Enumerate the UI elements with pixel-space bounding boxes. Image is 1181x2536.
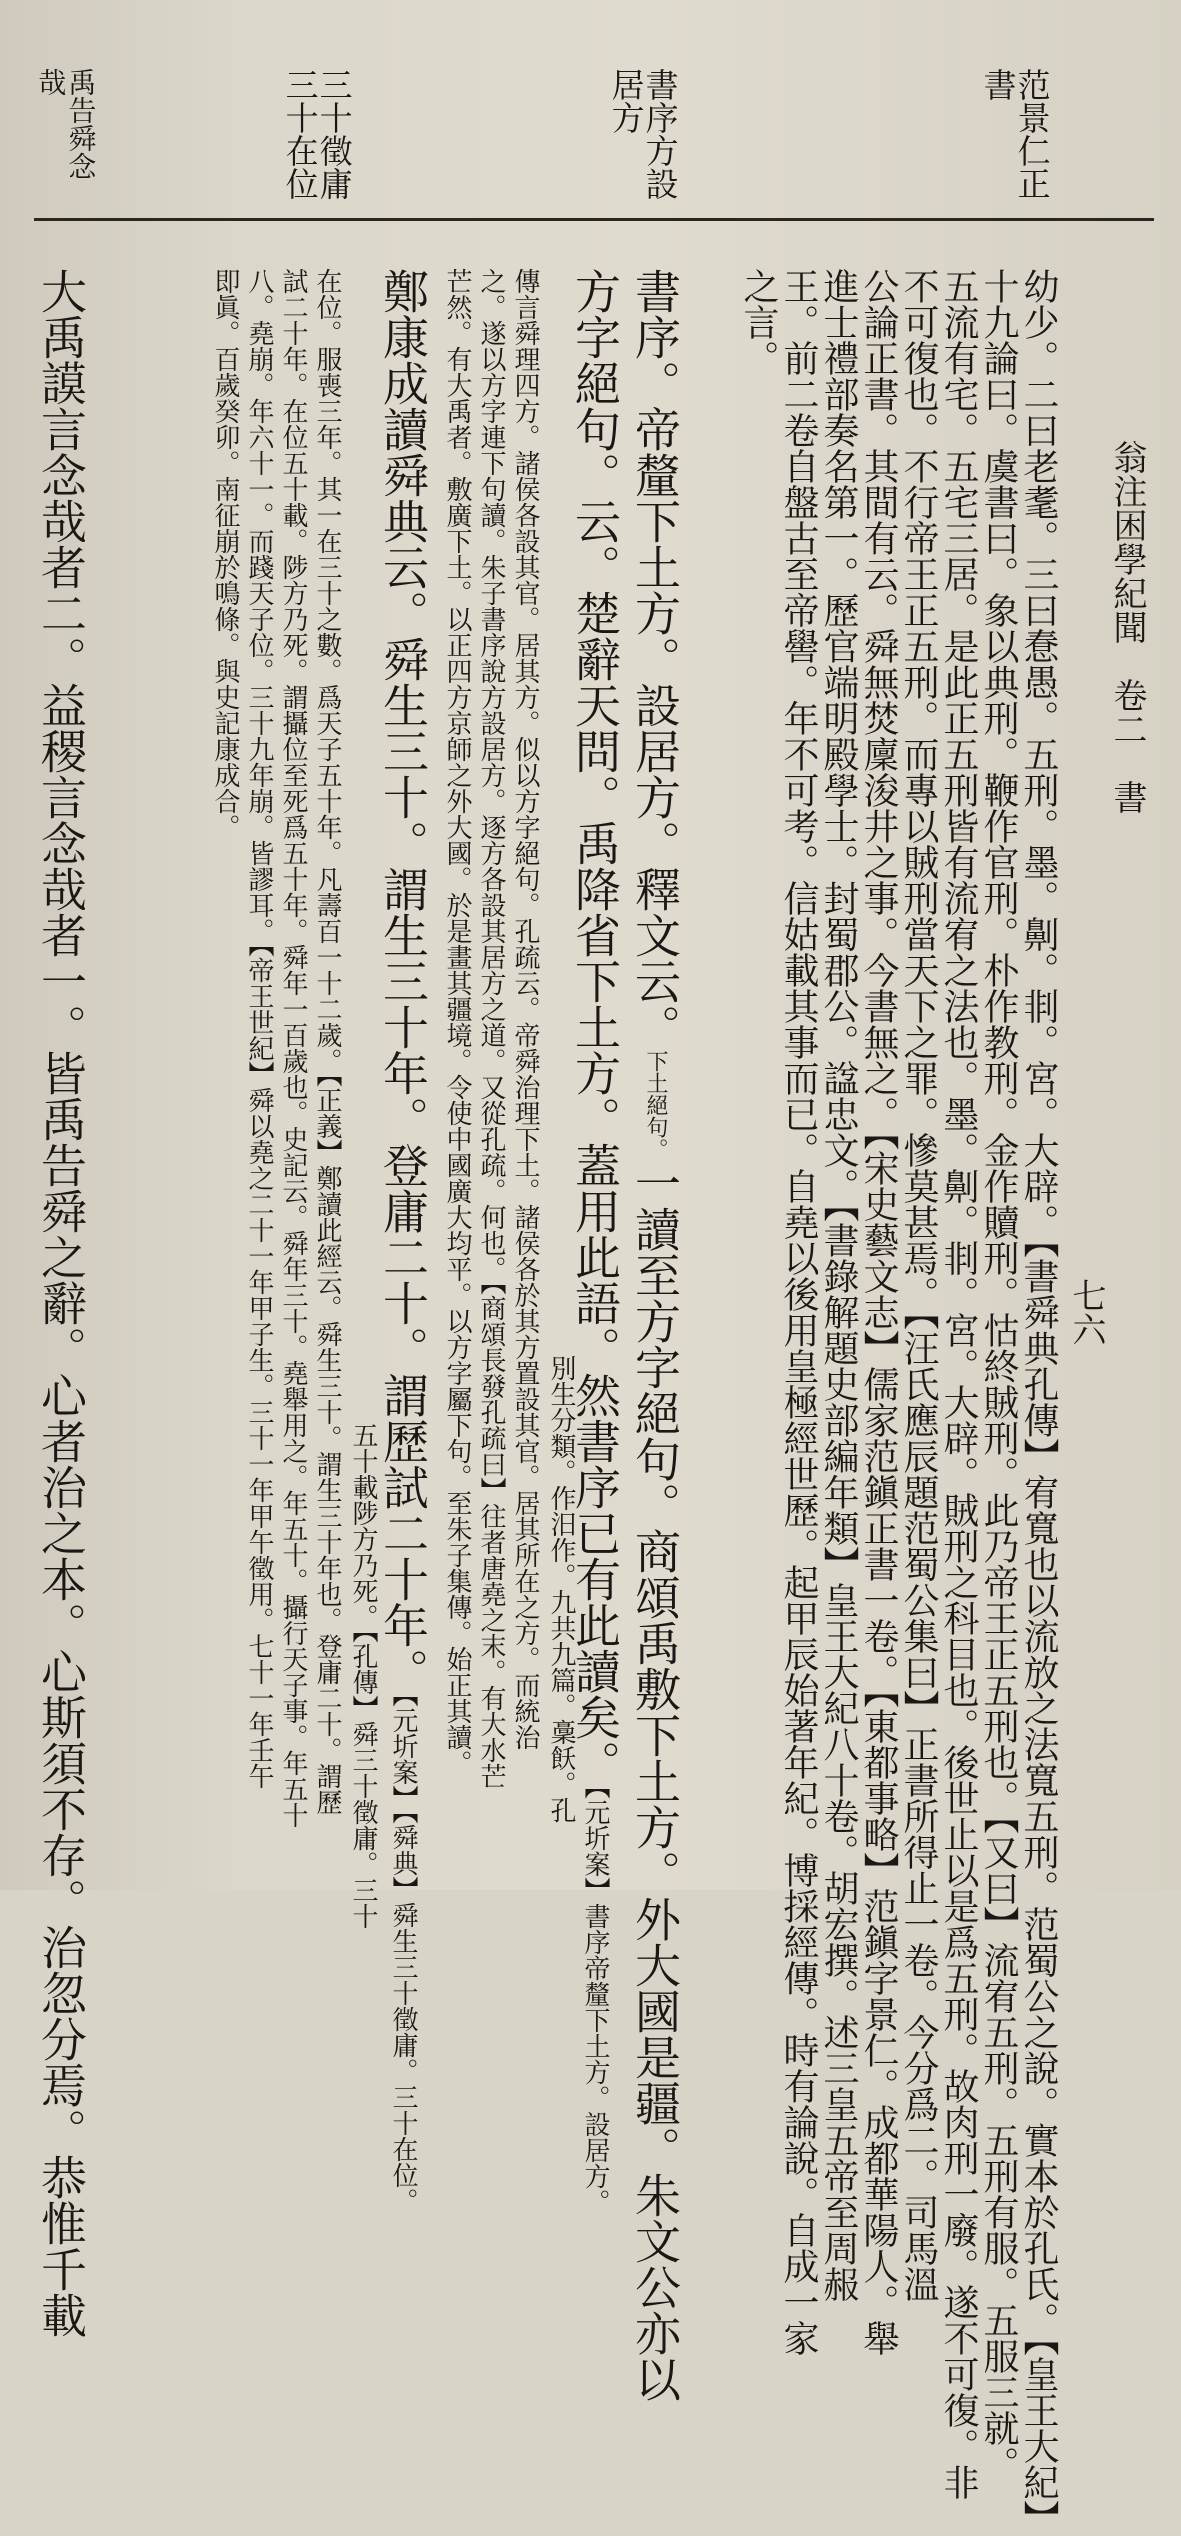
page-number: 七六	[1066, 1278, 1106, 1346]
volume-label: 卷二	[1107, 678, 1147, 746]
text-column: 五流有宅。五宅三居。是此正五刑皆有流宥之法也。墨。劓。剕。宮。大辟。賊刑之科目也。後世止以是爲五刑。故肉刑一廢。遂不可復。非	[938, 268, 979, 2500]
commentary-column: 五十載陟方乃死。【孔傳】舜三十徵庸。三十	[348, 1422, 378, 1929]
commentary-column: 芒然。有大禹者。敷廣下土。以正四方京師之外大國。於是畫其疆境。令使中國廣大均平。以方字屬下句。至朱子集傳。始正其讀。	[442, 268, 472, 1776]
text-column: 十九論曰。虞書曰。象以典刑。鞭作官刑。朴作教刑。金作贖刑。怙終賊刑。此乃帝王正五刑也。【又曰】流宥五刑。五刑有服。五服三就。	[978, 268, 1019, 2482]
text-column: 進士禮部奏名第一。歷官端明殿學士。封蜀郡公。諡忠文。【書錄解題史部編年類】皇王大紀八十卷。胡宏撰。述三皇五帝至周赧	[818, 268, 859, 2302]
commentary-column: 八。堯崩。年六十一。而踐天子位。三十九年崩。皆謬耳。【帝王世紀】舜以堯之二十一年甲子生。三十一年甲午徵用。七十一年壬午	[244, 268, 274, 1789]
commentary-column: 在位。服喪三年。其一在三十之數。爲天子五十年。凡壽百一十二歲。【正義】鄭讀此經云。舜生三十。謂生三十年也。登庸二十。謂歷	[312, 268, 342, 1815]
text-column-large: 方字絕句。云。楚辭天問。禹降省下土方。蓋用此語。然書序已有此讀矣。【元圻案】書序帝釐下土方。設居方。	[568, 268, 622, 2215]
commentary-column: 傳言舜理四方。諸侯各設其官。居其方。似以方字絕句。孔疏云。帝舜治理下土。諸侯各於其方置設其官。居其所在之方。而統治	[510, 268, 540, 1750]
commentary-column: 之。遂以方字連下句讀。朱子書序說方設居方。逐方各設其居方之道。又從孔疏。何也。【商頌長發孔疏曰】往者唐堯之末。有大水芒	[476, 268, 506, 1789]
commentary-column: 別生分類。作汨作。九共九篇。稾飫。孔	[546, 1355, 576, 1823]
top-note-fan: 范景仁正	[1012, 68, 1052, 200]
text-column-large: 大禹謨言念哉者二。益稷言念哉者一。皆禹告舜之辭。心者治之本。心斯須不存。治忽分焉。恭惟千載	[34, 268, 88, 2338]
book-title: 翁注困學紀聞	[1107, 440, 1147, 644]
running-header	[1107, 440, 1147, 814]
top-note-fan-2: 書	[978, 68, 1018, 101]
top-note-yugao: 禹告舜念	[64, 68, 98, 180]
top-note-shuxu: 書序方設	[640, 68, 680, 200]
inline-note: 下土絕句。	[643, 1050, 668, 1160]
text-column-large: 書序。帝釐下土方。設居方。釋文云。下土絕句。一讀至方字絕句。商頌禹敷下土方。外大國是疆。朱文公亦以	[628, 268, 682, 2402]
top-note-zhengyong-2: 三十在位	[280, 68, 320, 200]
text-column: 王。前二卷自盤古至帝嚳。年不可考。信姑載其事而已。自堯以後用皇極經世歷。起甲辰始著年紀。博採經傳。時有論說。自成一家	[778, 268, 819, 2356]
text-column: 幼少。二曰老耄。三曰惷愚。五刑。墨。劓。剕。宮。大辟。【書舜典孔傳】宥寬也以流放之法寬五刑。范蜀公之說。實本於孔氏。【皇王大紀】	[1018, 268, 1059, 2536]
header-rule	[34, 218, 1154, 221]
top-note-yugao-2: 哉	[34, 68, 68, 96]
text-column: 不可復也。不行帝王正五刑。而專以賊刑當天下之罪。慘莫甚焉。【汪氏應辰題范蜀公集曰】正書所得止一卷。今分爲二。司馬溫	[898, 268, 939, 2302]
section-label: 書	[1107, 780, 1147, 814]
commentary-column: 即眞。百歲癸卯。南征崩於鳴條。與史記康成合。	[210, 268, 240, 840]
top-note-zhengyong: 三十徵庸	[314, 68, 354, 200]
text-column: 公論正書。其間有云。舜無焚廩浚井之事。今書無之。【宋史藝文志】儒家范鎭正書一卷。【東都事略】范鎭字景仁。成都華陽人。舉	[858, 268, 899, 2356]
commentary-column: 試二十年。在位五十載。陟方乃死。謂攝位至死爲五十年。舜年一百歲也。史記云。舜年三十。堯舉用之。年五十。攝行天子事。年五十	[278, 268, 308, 1828]
text-column: 之言。	[738, 268, 779, 376]
top-note-shuxu-2: 居方	[606, 68, 646, 134]
text-column-large: 鄭康成讀舜典云。舜生三十。謂生三十年。登庸二十。謂歷試二十年。【元圻案】【舜典】舜生三十徵庸。三十在位。	[376, 268, 430, 2214]
